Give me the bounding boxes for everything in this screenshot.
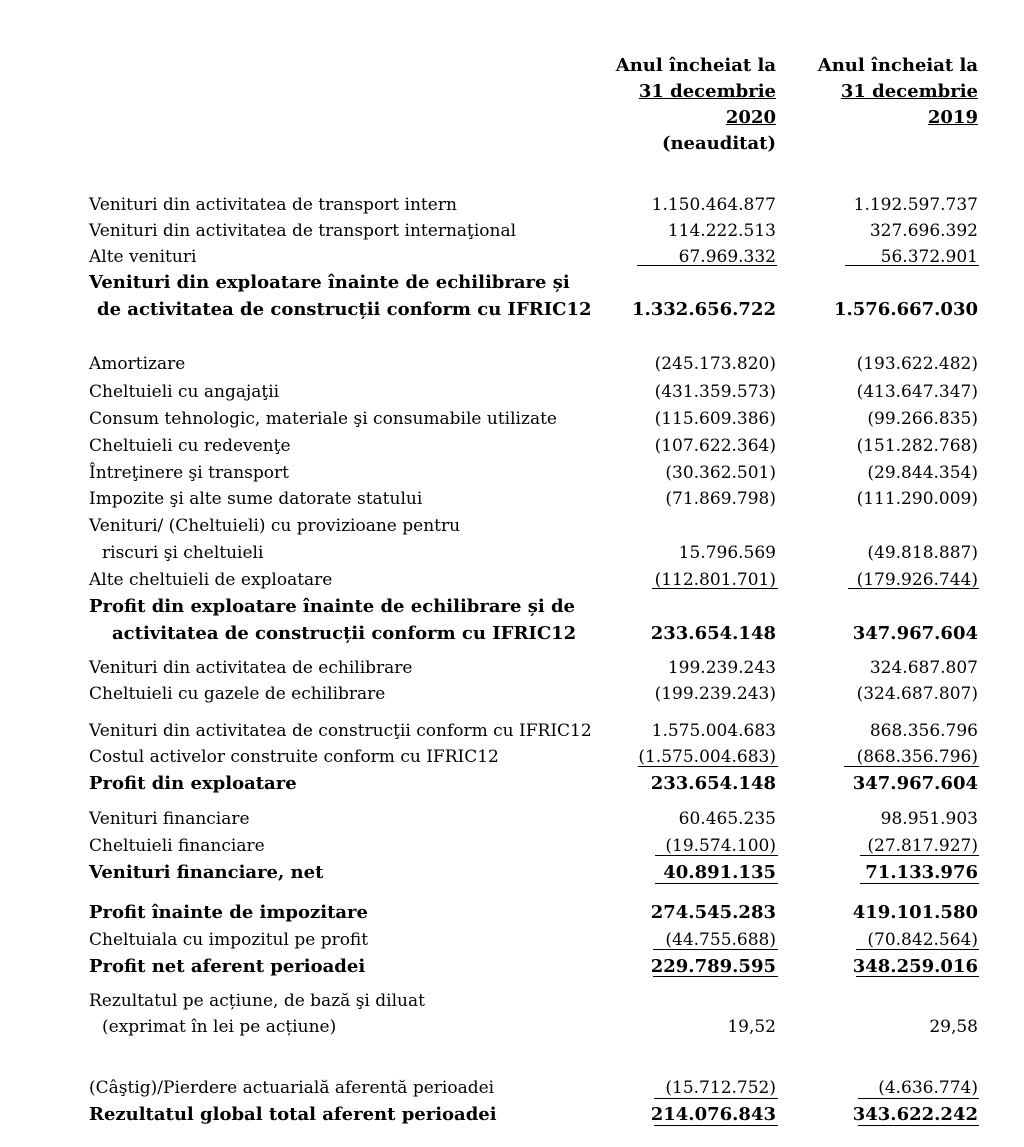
value-2020: 15.796.569 — [678, 543, 776, 563]
value-2020: (30.362.501) — [665, 463, 776, 483]
value-2020: 1.150.464.877 — [651, 195, 776, 215]
table-row-total — [0, 900, 1024, 926]
value-2019: (99.266.835) — [867, 409, 978, 429]
value-2019: (4.636.774) — [878, 1078, 978, 1098]
value-2020: 60.465.235 — [678, 809, 776, 829]
row-label: Venituri din activitatea de echilibrare — [89, 658, 413, 678]
value-2020: 1.332.656.722 — [631, 299, 776, 320]
value-2020: 229.789.595 — [650, 956, 776, 977]
table-row — [0, 486, 1024, 512]
table-row — [0, 655, 1024, 681]
table-row — [0, 433, 1024, 459]
table-row — [0, 218, 1024, 244]
header-2019-line2: 31 decembrie — [840, 81, 978, 102]
value-2019: 419.101.580 — [852, 902, 978, 923]
value-2020: (15.712.752) — [665, 1078, 776, 1098]
underline — [860, 883, 979, 884]
value-2020: 214.076.843 — [650, 1104, 776, 1125]
value-2019: 1.576.667.030 — [833, 299, 978, 320]
row-label: Venituri financiare — [89, 809, 250, 829]
row-label: Costul activelor construite conform cu IFRIC12 — [89, 747, 499, 767]
row-label: Impozite şi alte sume datorate statului — [89, 489, 423, 509]
row-label: de activitatea de construcții conform cu IFRIC12 — [97, 299, 592, 320]
table-row — [0, 718, 1024, 744]
underline — [653, 976, 778, 977]
value-2020: (245.173.820) — [654, 354, 776, 374]
row-label: (Câştig)/Pierdere actuarială aferentă perioadei — [89, 1078, 495, 1098]
value-2019: (413.647.347) — [856, 382, 978, 402]
table-row-total — [0, 771, 1024, 797]
row-label: (exprimat în lei pe acțiune) — [102, 1017, 337, 1037]
row-label: Amortizare — [89, 354, 186, 374]
row-label: Venituri/ (Cheltuieli) cu provizioane pentru — [89, 516, 461, 536]
header-2019-year: 2019 — [927, 107, 978, 128]
value-2019: 98.951.903 — [880, 809, 978, 829]
value-2020: 40.891.135 — [663, 862, 776, 883]
value-2019: (193.622.482) — [856, 354, 978, 374]
value-2020: 1.575.004.683 — [651, 721, 776, 741]
value-2019: (70.842.564) — [867, 930, 978, 950]
underline — [858, 1125, 979, 1126]
row-label: Venituri din activitatea de transport internaţional — [89, 221, 517, 241]
value-2019: 1.192.597.737 — [853, 195, 978, 215]
underline — [848, 588, 979, 589]
value-2019: 327.696.392 — [869, 221, 978, 241]
value-2019: 56.372.901 — [880, 247, 978, 267]
value-2019: 348.259.016 — [852, 956, 978, 977]
value-2020: 199.239.243 — [667, 658, 776, 678]
value-2019: (324.687.807) — [856, 684, 978, 704]
value-2019: (179.926.744) — [856, 570, 978, 590]
underline — [654, 1098, 778, 1099]
underline — [845, 265, 979, 266]
value-2019: (868.356.796) — [856, 747, 978, 767]
value-2019: 324.687.807 — [869, 658, 978, 678]
column-header-2019 — [818, 53, 978, 131]
row-label: activitatea de construcții conform cu IFRIC12 — [112, 623, 577, 644]
value-2020: (115.609.386) — [654, 409, 776, 429]
row-label: Profit înainte de impozitare — [89, 902, 368, 923]
value-2020: (1.575.004.683) — [638, 747, 776, 767]
row-label: Consum tehnologic, materiale şi consumabile utilizate — [89, 409, 557, 429]
row-label: Venituri financiare, net — [89, 862, 324, 883]
row-label: Venituri din exploatare înainte de echilibrare și — [89, 272, 570, 293]
value-2020: 114.222.513 — [667, 221, 776, 241]
table-row — [0, 567, 1024, 593]
header-2020-year: 2020 — [725, 107, 776, 128]
row-label: Venituri din activitatea de transport intern — [89, 195, 457, 215]
table-row — [0, 594, 1024, 620]
header-2020-unaudited: (neauditat) — [661, 133, 776, 154]
row-label: Cheltuieli cu gazele de echilibrare — [89, 684, 386, 704]
table-row — [0, 379, 1024, 405]
value-2019: 71.133.976 — [865, 862, 978, 883]
value-2019: (111.290.009) — [856, 489, 978, 509]
value-2019: 347.967.604 — [852, 623, 978, 644]
row-label: Alte venituri — [89, 247, 197, 267]
table-row-total — [0, 297, 1024, 323]
value-2020: 274.545.283 — [650, 902, 776, 923]
underline — [655, 883, 778, 884]
table-row — [0, 406, 1024, 432]
row-label: Rezultatul global total aferent perioadei — [89, 1104, 497, 1125]
table-row — [0, 460, 1024, 486]
row-label: Cheltuieli financiare — [89, 836, 265, 856]
row-label: Rezultatul pe acțiune, de bază şi diluat — [89, 991, 425, 1011]
underline — [860, 855, 979, 856]
header-2020-line2: 31 decembrie — [638, 81, 776, 102]
row-label: Alte cheltuieli de exploatare — [89, 570, 333, 590]
row-label: Cheltuieli cu angajaţii — [89, 382, 280, 402]
table-row — [0, 806, 1024, 832]
value-2020: 67.969.332 — [678, 247, 776, 267]
row-label: Cheltuiala cu impozitul pe profit — [89, 930, 369, 950]
table-row — [0, 540, 1024, 566]
table-row — [0, 244, 1024, 270]
row-label: Profit din exploatare înainte de echilibrare și de — [89, 596, 575, 617]
value-2020: (71.869.798) — [665, 489, 776, 509]
underline — [655, 855, 778, 856]
value-2019: (151.282.768) — [856, 436, 978, 456]
value-2019: (29.844.354) — [867, 463, 978, 483]
value-2020: 233.654.148 — [650, 773, 776, 794]
table-row — [0, 988, 1024, 1014]
row-label: Profit din exploatare — [89, 773, 297, 794]
value-2020: (19.574.100) — [665, 836, 776, 856]
table-row — [0, 192, 1024, 218]
header-2020-line1: Anul încheiat la — [615, 55, 776, 76]
underline — [844, 766, 979, 767]
row-label: riscuri şi cheltuieli — [102, 543, 264, 563]
table-row — [0, 270, 1024, 296]
header-2019-line1: Anul încheiat la — [817, 55, 978, 76]
underline — [856, 949, 979, 950]
table-row — [0, 1014, 1024, 1040]
table-row-total — [0, 621, 1024, 647]
value-2019: (27.817.927) — [867, 836, 978, 856]
value-2020: (44.755.688) — [665, 930, 776, 950]
table-row — [0, 513, 1024, 539]
underline — [638, 766, 778, 767]
value-2020: (107.622.364) — [654, 436, 776, 456]
row-label: Venituri din activitatea de construcţii conform cu IFRIC12 — [89, 721, 592, 741]
underline — [653, 949, 778, 950]
column-header-2020 — [616, 53, 776, 157]
table-row — [0, 681, 1024, 707]
value-2019: 868.356.796 — [869, 721, 978, 741]
value-2019: (49.818.887) — [867, 543, 978, 563]
underline — [654, 1125, 778, 1126]
value-2019: 29,58 — [929, 1017, 978, 1037]
value-2020: 233.654.148 — [650, 623, 776, 644]
underline — [637, 265, 777, 266]
row-label: Profit net aferent perioadei — [89, 956, 366, 977]
row-label: Întreţinere şi transport — [89, 463, 289, 483]
underline — [858, 1098, 979, 1099]
underline — [652, 588, 778, 589]
value-2020: 19,52 — [727, 1017, 776, 1037]
value-2020: (112.801.701) — [654, 570, 776, 590]
value-2020: (431.359.573) — [654, 382, 776, 402]
value-2020: (199.239.243) — [654, 684, 776, 704]
value-2019: 347.967.604 — [852, 773, 978, 794]
row-label: Cheltuieli cu redevenţe — [89, 436, 291, 456]
value-2019: 343.622.242 — [852, 1104, 978, 1125]
table-row — [0, 351, 1024, 377]
underline — [856, 976, 979, 977]
